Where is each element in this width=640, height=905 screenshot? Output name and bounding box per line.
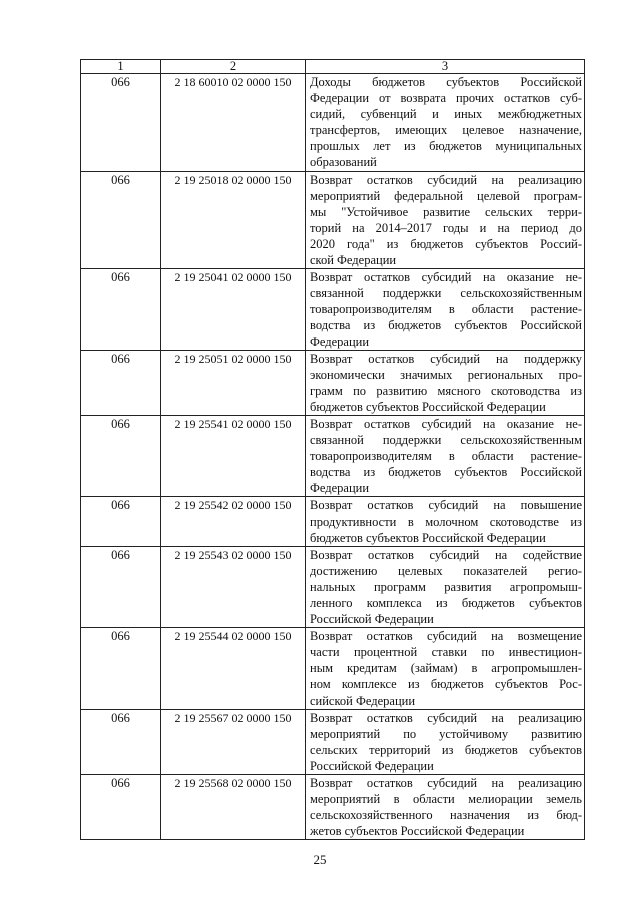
admin-code-cell: 066 <box>81 497 161 546</box>
revenue-name-line: продуктивности в молочном скотоводстве из <box>310 514 582 529</box>
revenue-name-line: экономически значимых региональных про- <box>310 367 582 382</box>
revenue-name-cell <box>306 709 585 774</box>
column-header-1: 1 <box>81 60 161 74</box>
revenue-name-line: Российской Федерации <box>310 758 434 773</box>
budget-codes-table <box>80 59 585 840</box>
revenue-name-cell <box>306 628 585 709</box>
revenue-name-line: Возврат остатков субсидий на содействие <box>310 547 582 562</box>
revenue-name-line: сийской Федерации <box>310 693 416 708</box>
revenue-name-line: Возврат остатков субсидий на реализацию <box>310 710 582 725</box>
revenue-name-line: Возврат остатков субсидий на поддержку <box>310 351 582 366</box>
admin-code-cell: 066 <box>81 775 161 840</box>
revenue-name-line: образований <box>310 155 377 170</box>
revenue-name-line: мероприятий по устойчивому развитию <box>310 726 582 741</box>
budget-code-cell: 2 19 25541 02 0000 150 <box>161 415 306 496</box>
revenue-name-cell <box>306 497 585 546</box>
table-row <box>81 546 585 627</box>
revenue-name-line: 2020 года" из бюджетов субъектов Россий- <box>310 236 582 251</box>
revenue-name-line: товаропроизводителям в области растение- <box>310 302 582 317</box>
revenue-name-line: мероприятий в области мелиорации земель <box>310 792 582 807</box>
revenue-name-line: Федерации от возврата прочих остатков суб- <box>310 91 582 106</box>
admin-code-cell: 066 <box>81 709 161 774</box>
revenue-name-line: бюджетов субъектов Российской Федерации <box>310 399 546 414</box>
budget-code-cell: 2 19 25544 02 0000 150 <box>161 628 306 709</box>
revenue-name-line: водства из бюджетов субъектов Российской <box>310 465 582 480</box>
table-header-row <box>81 60 585 74</box>
revenue-name-cell <box>306 269 585 350</box>
revenue-name-cell <box>306 415 585 496</box>
revenue-name-line: Возврат остатков субсидий на реализацию <box>310 172 582 187</box>
revenue-name-line: Доходы бюджетов субъектов Российской <box>310 75 582 89</box>
budget-code-cell: 2 19 25568 02 0000 150 <box>161 775 306 840</box>
revenue-name-line: Российской Федерации <box>310 612 434 627</box>
table-row <box>81 350 585 415</box>
revenue-name-cell <box>306 350 585 415</box>
revenue-name-line: связанной поддержки сельскохозяйственным <box>310 433 582 448</box>
revenue-name-line: жетов субъектов Российской Федерации <box>310 824 525 839</box>
revenue-name-line: торий на 2014–2017 годы и на период до <box>310 220 582 235</box>
admin-code-cell: 066 <box>81 269 161 350</box>
revenue-name-line: мероприятий федеральной целевой програм- <box>310 188 582 203</box>
revenue-name-line: связанной поддержки сельскохозяйственным <box>310 286 582 301</box>
budget-code-cell: 2 19 25567 02 0000 150 <box>161 709 306 774</box>
admin-code-cell: 066 <box>81 415 161 496</box>
revenue-name-line: ном комплексе из бюджетов субъектов Рос- <box>310 677 582 692</box>
revenue-name-line: водства из бюджетов субъектов Российской <box>310 318 582 333</box>
revenue-name-line: Федерации <box>310 481 370 496</box>
revenue-name-line: достижению целевых показателей регио- <box>310 563 582 578</box>
revenue-name-cell <box>306 775 585 840</box>
budget-code-cell: 2 19 25543 02 0000 150 <box>161 546 306 627</box>
revenue-name-line: трансфертов, имеющих целевое назначение, <box>310 123 582 138</box>
budget-code-cell: 2 19 25051 02 0000 150 <box>161 350 306 415</box>
budget-code-cell: 2 19 25542 02 0000 150 <box>161 497 306 546</box>
revenue-name-line: Возврат остатков субсидий на оказание не- <box>310 270 582 285</box>
revenue-name-line: прошлых лет из бюджетов муниципальных <box>310 139 582 154</box>
revenue-name-line: Федерации <box>310 334 370 349</box>
table-row <box>81 775 585 840</box>
admin-code-cell: 066 <box>81 74 161 172</box>
page-number: 25 <box>313 852 327 867</box>
table-row <box>81 74 585 172</box>
table-row <box>81 415 585 496</box>
budget-code-cell: 2 18 60010 02 0000 150 <box>161 74 306 172</box>
revenue-name-line: ской Федерации <box>310 253 397 268</box>
revenue-name-line: мы "Устойчивое развитие сельских терри- <box>310 204 582 219</box>
table-row <box>81 171 585 269</box>
revenue-name-cell <box>306 171 585 269</box>
revenue-name-line: сидий, субвенций и иных межбюджетных <box>310 107 582 122</box>
revenue-name-line: товаропроизводителям в области растение- <box>310 449 582 464</box>
revenue-name-line: Возврат остатков субсидий на возмещение <box>310 629 582 644</box>
revenue-name-line: сельских территорий из бюджетов субъектов <box>310 742 582 757</box>
revenue-name-line: Возврат остатков субсидий на оказание не- <box>310 416 582 431</box>
revenue-name-line: ным кредитам (займам) в агропромышлен- <box>310 661 582 676</box>
revenue-name-line: Возврат остатков субсидий на реализацию <box>310 776 582 791</box>
revenue-name-line: части процентной ставки по инвестицион- <box>310 645 582 660</box>
table-row <box>81 709 585 774</box>
revenue-name-line: сельскохозяйственного назначения из бюд- <box>310 808 582 823</box>
revenue-name-cell <box>306 74 585 172</box>
column-header-3: 3 <box>306 60 585 74</box>
table-row <box>81 269 585 350</box>
revenue-name-line: Возврат остатков субсидий на повышение <box>310 498 582 513</box>
admin-code-cell: 066 <box>81 171 161 269</box>
revenue-name-line: ленного комплекса из бюджетов субъектов <box>310 596 582 610</box>
admin-code-cell: 066 <box>81 546 161 627</box>
column-header-2: 2 <box>161 60 306 74</box>
admin-code-cell: 066 <box>81 350 161 415</box>
budget-code-cell: 2 19 25041 02 0000 150 <box>161 269 306 350</box>
table-row <box>81 497 585 546</box>
revenue-name-line: грамм по развитию мясного скотоводства из <box>310 383 582 398</box>
budget-code-cell: 2 19 25018 02 0000 150 <box>161 171 306 269</box>
revenue-name-line: бюджетов субъектов Российской Федерации <box>310 530 546 545</box>
revenue-name-line: нальных программ развития агропромыш- <box>310 579 582 594</box>
revenue-name-cell <box>306 546 585 627</box>
admin-code-cell: 066 <box>81 628 161 709</box>
table-row <box>81 628 585 709</box>
